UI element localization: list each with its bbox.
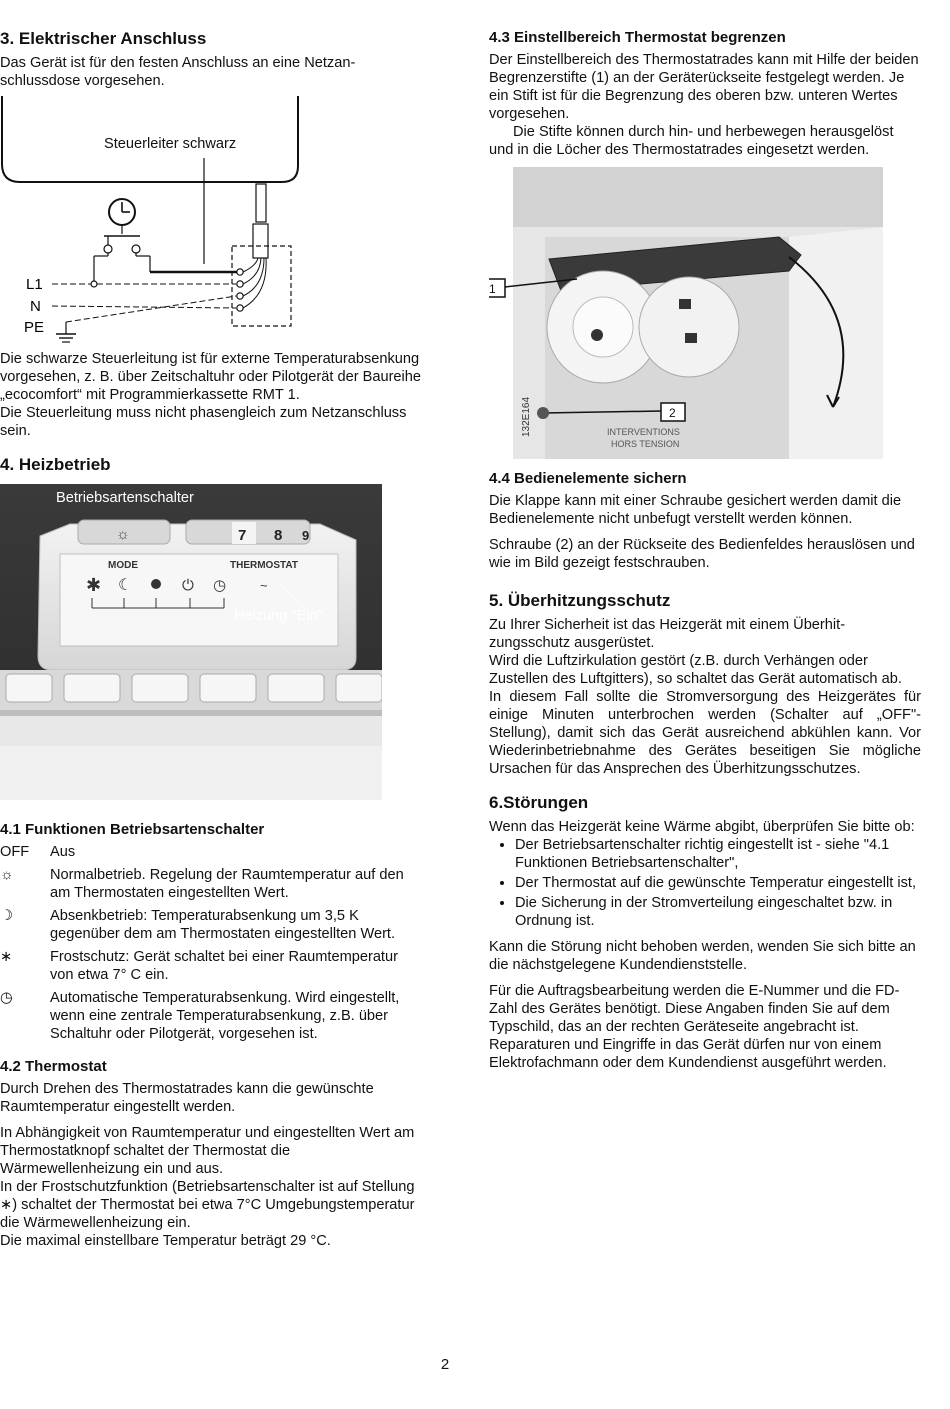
section-3-heading: 3. Elektrischer Anschluss: [0, 29, 207, 48]
list-item: [0, 866, 422, 902]
section-6-p3: Reparaturen und Eingriffe in das Gerät dürfen nur von einem Elektrofachmann oder dem Kundendienst ausgeführt werden.: [489, 1037, 887, 1071]
moon-icon: ☾: [118, 577, 133, 594]
sun-icon: ☼: [0, 867, 14, 883]
section-6-intro: Wenn das Heizgerät keine Wärme abgibt, überprüfen Sie bitte ob:: [489, 819, 915, 835]
clock-icon: ◷: [213, 577, 227, 594]
wheel-digit-9: 9: [302, 528, 310, 543]
off-symbol: OFF: [0, 844, 30, 860]
mode-label: MODE: [108, 560, 138, 571]
section-42-p4: Die maximal einstellbare Temperatur beträgt 29 °C.: [0, 1233, 331, 1249]
section-5-heading: 5. Überhitzungsschutz: [489, 591, 671, 610]
timer-clock-icon: [109, 199, 135, 234]
section-3-p1: Die schwarze Steuerleitung ist für externe Temperaturabsenkung vorgesehen, z. B. über Zeitschaltuhr oder Pilotgerät der Baureihe „ecocomfort“ mit Programmierkassette RMT 1.: [0, 351, 422, 403]
list-item: [0, 907, 422, 943]
section-42-p1: Durch Drehen des Thermostatrades kann die gewünschte Raumtemperatur eingestellt werden.: [0, 1081, 374, 1115]
section-42-heading: 4.2 Thermostat: [0, 1058, 107, 1075]
list-item: • Der Thermostat auf die gewünschte Temperatur eingestellt ist,: [515, 874, 921, 892]
heating-indicator-icon: ~: [260, 578, 268, 593]
power-icon: ⏻: [182, 577, 194, 594]
wheel-digit-8: 8: [274, 527, 283, 544]
part-code: 132E164: [521, 396, 532, 437]
l1-label: L1: [26, 276, 43, 293]
troubleshooting-list: [489, 836, 921, 930]
function-text: Normalbetrieb. Regelung der Raumtemperatur auf den am Thermostaten eingestellten Wert.: [50, 867, 404, 901]
section-44-p2: Schraube (2) an der Rückseite des Bedienfeldes herauslösen und wie im Bild gezeigt festschrauben.: [489, 537, 915, 571]
frost-icon: ∗: [0, 949, 13, 965]
moon-icon: ☽: [0, 908, 14, 924]
section-43-p2: Die Stifte können durch hin- und herbewegen herausgelöst und in die Löcher des Thermostatrades eingesetzt werden.: [489, 124, 894, 158]
ground-icon: [56, 322, 76, 342]
mode-function-list: [0, 843, 422, 1043]
mode-dial: [639, 277, 739, 377]
section-3-intro: Das Gerät ist für den festen Anschluss an eine Netzanschlussdose vorgesehen.: [0, 55, 356, 89]
function-text: Frostschutz: Gerät schaltet bei einer Raumtemperatur von etwa 7° C ein.: [50, 949, 398, 983]
n-label: N: [30, 298, 41, 315]
section-44-heading: 4.4 Bedienelemente sichern: [489, 470, 687, 487]
thermostat-rear-photo: [489, 167, 889, 459]
callout-1-label: 1: [489, 282, 496, 296]
function-text: Automatische Temperaturabsenkung. Wird eingestellt, wenn eine zentrale Temperaturabsenkung, z.B. über Schaltuhr oder Pilotgerät, vorgesehen ist.: [50, 990, 400, 1042]
section-6-heading: 6.Störungen: [489, 793, 589, 812]
section-5-p2: Wird die Luftzirkulation gestört (z.B. durch Verhängen oder Zustellen des Luftgitters), so schaltet das Gerät automatisch ab.: [489, 653, 902, 687]
list-item: • Die Sicherung in der Stromverteilung eingeschaltet bzw. in Ordnung ist.: [515, 894, 921, 930]
function-text: Absenkbetrieb: Temperaturabsenkung um 3,5 K gegenüber dem am Thermostaten eingestellten Wert.: [50, 908, 396, 942]
mode-switch-label: Betriebsartenschalter: [56, 490, 194, 506]
control-wire-label: Steuerleiter schwarz: [104, 136, 237, 152]
list-item: • Der Betriebsartenschalter richtig eingestellt ist - siehe "4.1 Funktionen Betriebsartenschalter",: [515, 836, 921, 872]
left-column: [0, 28, 422, 1250]
page-number: 2: [440, 1356, 450, 1373]
section-5-p3: In diesem Fall sollte die Stromversorgung des Heizgerätes für einige Minuten unterbrochen werden (Schalter auf „OFF"-Stellung), damit sich das Gerät ausreichend abkühlen kann. Vor Wiederinbetriebnahme des Gerätes beseitigen Sie mögliche Ursachen für das Ansprechen des Überhitzungsschutzes.: [489, 689, 921, 777]
control-panel-photo: [0, 484, 382, 800]
sun-icon: ☼: [116, 526, 130, 543]
section-44-p1: Die Klappe kann mit einer Schraube gesichert werden damit die Bedienelemente nicht unbefugt verstellt werden können.: [489, 493, 902, 527]
section-43-p1: Der Einstellbereich des Thermostatrades kann mit Hilfe der beiden Begrenzerstifte (1) an der Geräterückseite festgelegt werden. Je ein Stift ist für die Begrenzung des oberen bzw. unteren Wertes vorgesehen.: [489, 52, 919, 122]
list-item: [0, 948, 422, 984]
right-column: [489, 28, 921, 1072]
vent-grille: [0, 670, 382, 716]
warning-line-1: INTERVENTIONS: [607, 427, 680, 437]
callout-2-label: 2: [669, 406, 676, 420]
wiring-diagram: [0, 96, 422, 346]
section-42-p3: In der Frostschutzfunktion (Betriebsartenschalter ist auf Stellung ∗) schaltet der Thermostat bei etwa 7°C Umgebungstemperatur die Wärmewellenheizung ein.: [0, 1179, 415, 1231]
function-text: Aus: [50, 844, 76, 860]
normal-mode-icon: [151, 579, 161, 589]
pe-label: PE: [24, 319, 45, 336]
clock-icon: ◷: [0, 990, 13, 1006]
heating-on-label: Heizung "Ein": [234, 608, 324, 624]
list-item: [0, 843, 422, 861]
warning-line-2: HORS TENSION: [611, 439, 680, 449]
section-6-p2: Für die Auftragsbearbeitung werden die E-Nummer und die FD-Zahl des Gerätes benötigt. Diese Angaben finden Sie auf dem Typschild, das an der rechten Geräteseite angebracht ist.: [489, 983, 900, 1035]
section-4-heading: 4. Heizbetrieb: [0, 455, 111, 474]
list-item: [0, 989, 422, 1043]
section-42-p2: In Abhängigkeit von Raumtemperatur und eingestellten Wert am Thermostatknopf schaltet der Thermostat die Wärmewellenheizung ein und aus.: [0, 1125, 415, 1177]
frost-icon: ✱: [86, 575, 102, 595]
wheel-digit-7: 7: [238, 527, 247, 544]
section-3-p2: Die Steuerleitung muss nicht phasengleich zum Netzanschluss sein.: [0, 405, 407, 439]
section-5-p1: Zu Ihrer Sicherheit ist das Heizgerät mit einem Überhitzungsschutz ausgerüstet.: [489, 617, 846, 651]
thermostat-label: THERMOSTAT: [230, 560, 298, 571]
section-41-heading: 4.1 Funktionen Betriebsartenschalter: [0, 821, 265, 838]
screw-icon: [537, 407, 549, 419]
section-43-heading: 4.3 Einstellbereich Thermostat begrenzen: [489, 29, 786, 46]
section-6-p1: Kann die Störung nicht behoben werden, wenden Sie sich bitte an die nächstgelegene Kundendienststelle.: [489, 939, 916, 973]
